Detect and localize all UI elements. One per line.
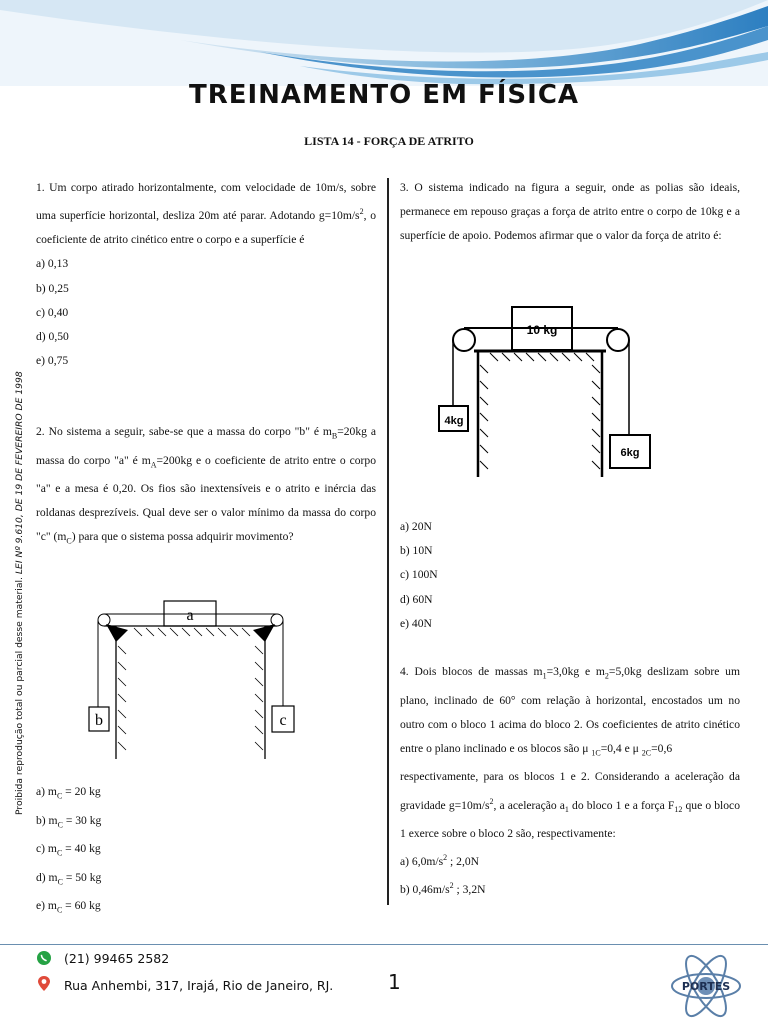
pulley-right <box>607 329 629 351</box>
copyright-notice: Proibida reprodução total ou parcial desse material. LEI Nº 9.610, DE 19 DE FEVEREIRO DE 1998 <box>14 371 25 815</box>
q3-pulley-figure <box>430 305 660 480</box>
location-pin-icon <box>37 975 51 993</box>
pulley-left <box>98 614 110 626</box>
column-divider <box>387 178 389 905</box>
q2-option-b: b) $m_C = 30$ kg <box>36 813 102 829</box>
q1-option-e: e) 0,75 <box>36 354 69 368</box>
footer-divider <box>0 944 768 945</box>
block-6kg-label: 6kg <box>620 447 640 459</box>
q2-option-e: e) $m_C = 60$ kg <box>36 899 101 915</box>
q3-option-d: d) 60N <box>400 592 433 606</box>
q1-option-d: d) 0,50 <box>36 330 69 344</box>
q2-option-c: c) $m_C = 40$ kg <box>36 842 101 858</box>
page-number: 1 <box>388 970 401 994</box>
whatsapp-icon <box>36 950 52 966</box>
q3-option-a: a) 20N <box>400 520 432 533</box>
question-3-text: 3. O sistema indicado na figura a seguir, onde as polias são ideais, permanece em repouso graças a força de atrito entre o corpo de 10kg e a superfície de apoio. Podemos afirmar que o valor da força de atrito é: <box>400 181 740 243</box>
pulley-right <box>271 614 283 626</box>
block-4kg-label: 4kg <box>444 415 464 427</box>
question-2-text: 2. No sistema a seguir, sabe-se que a massa do corpo "b" é $m_B=20kg$ a massa do corpo "a" é $m_A=200kg$ e o coeficiente de atrito entre o corpo "a" e a mesa é 0,20. Os fios são inextensíveis e o atrito e inércia das roldanas desprezíveis. Qual deve ser o valor mínimo da massa do corpo "c" $(m_C)$ para que o sistema possa adquirir movimento? <box>36 425 377 546</box>
page-title: TREINAMENTO EM FÍSICA <box>188 80 580 110</box>
logo-text: PORTES <box>681 980 731 993</box>
portes-logo <box>668 950 744 1022</box>
q2-pulley-figure <box>84 594 314 764</box>
question-4: 4. Dois blocos de massas $m_1=3,0kg$ e $m_2=5,0kg$ deslizam sobre um plano, inclinado de 60° com relação à horizontal, encostados um no outro com o bloco 1 acima do bloco 2. Os coeficientes de atrito cinético entre o plano inclinado e os blocos são μ $_{1C}$=0,4 e μ $_{2C}$=0,6 respectivamente, para os blocos 1 e 2. Considerando a aceleração da gravidade $g=10m/s^2$, a aceleração $a_1$ do bloco 1 e a força $F_{12}$ que o bloco 1 exerce sobre o bloco 2 são, respectivamente: a) $6,0m/s^2$ ; 2,0N b) $0,46m/s^2$ ; 3,2N <box>400 660 740 902</box>
q2-option-a: a) $m_C = 20$ kg <box>36 785 101 801</box>
q1-option-b: b) 0,25 <box>36 281 69 295</box>
block-a-label: a <box>186 607 194 624</box>
q1-option-c: c) 0,40 <box>36 305 69 319</box>
q1-option-a: a) 0,13 <box>36 257 69 271</box>
footer-phone: (21) 99465 2582 <box>64 951 170 966</box>
footer-address: Rua Anhembi, 317, Irajá, Rio de Janeiro, RJ. <box>64 978 334 993</box>
question-1: 1. Um corpo atirado horizontalmente, com velocidade de 10m/s, sobre uma superfície horizontal, desliza 20m até parar. Adotando $g=10m/s^2$, o coeficiente de atrito cinético entre o corpo e a superfície é a) 0,13 b) 0,25 c) 0,40 d) 0,50 e) 0,75 <box>36 176 376 373</box>
pulley-left <box>453 329 475 351</box>
page-subtitle: LISTA 14 - FORÇA DE ATRITO <box>304 134 474 148</box>
header-wave-banner <box>0 0 768 88</box>
q3-option-b: b) 10N <box>400 544 433 558</box>
block-10kg-label: 10 kg <box>526 323 558 337</box>
q2-option-d: d) $m_C = 50$ kg <box>36 870 102 886</box>
block-c-label: c <box>279 712 287 729</box>
q4-option-b: b) $0,46m/s^2$ ; 3,2N <box>400 881 486 897</box>
q3-option-e: e) 40N <box>400 616 432 630</box>
q4-option-a: a) $6,0m/s^2$ ; 2,0N <box>400 853 480 869</box>
q3-options <box>400 515 740 636</box>
q2-options <box>36 780 376 923</box>
q3-option-c: c) 100N <box>400 568 438 582</box>
block-b-label: b <box>95 712 103 729</box>
